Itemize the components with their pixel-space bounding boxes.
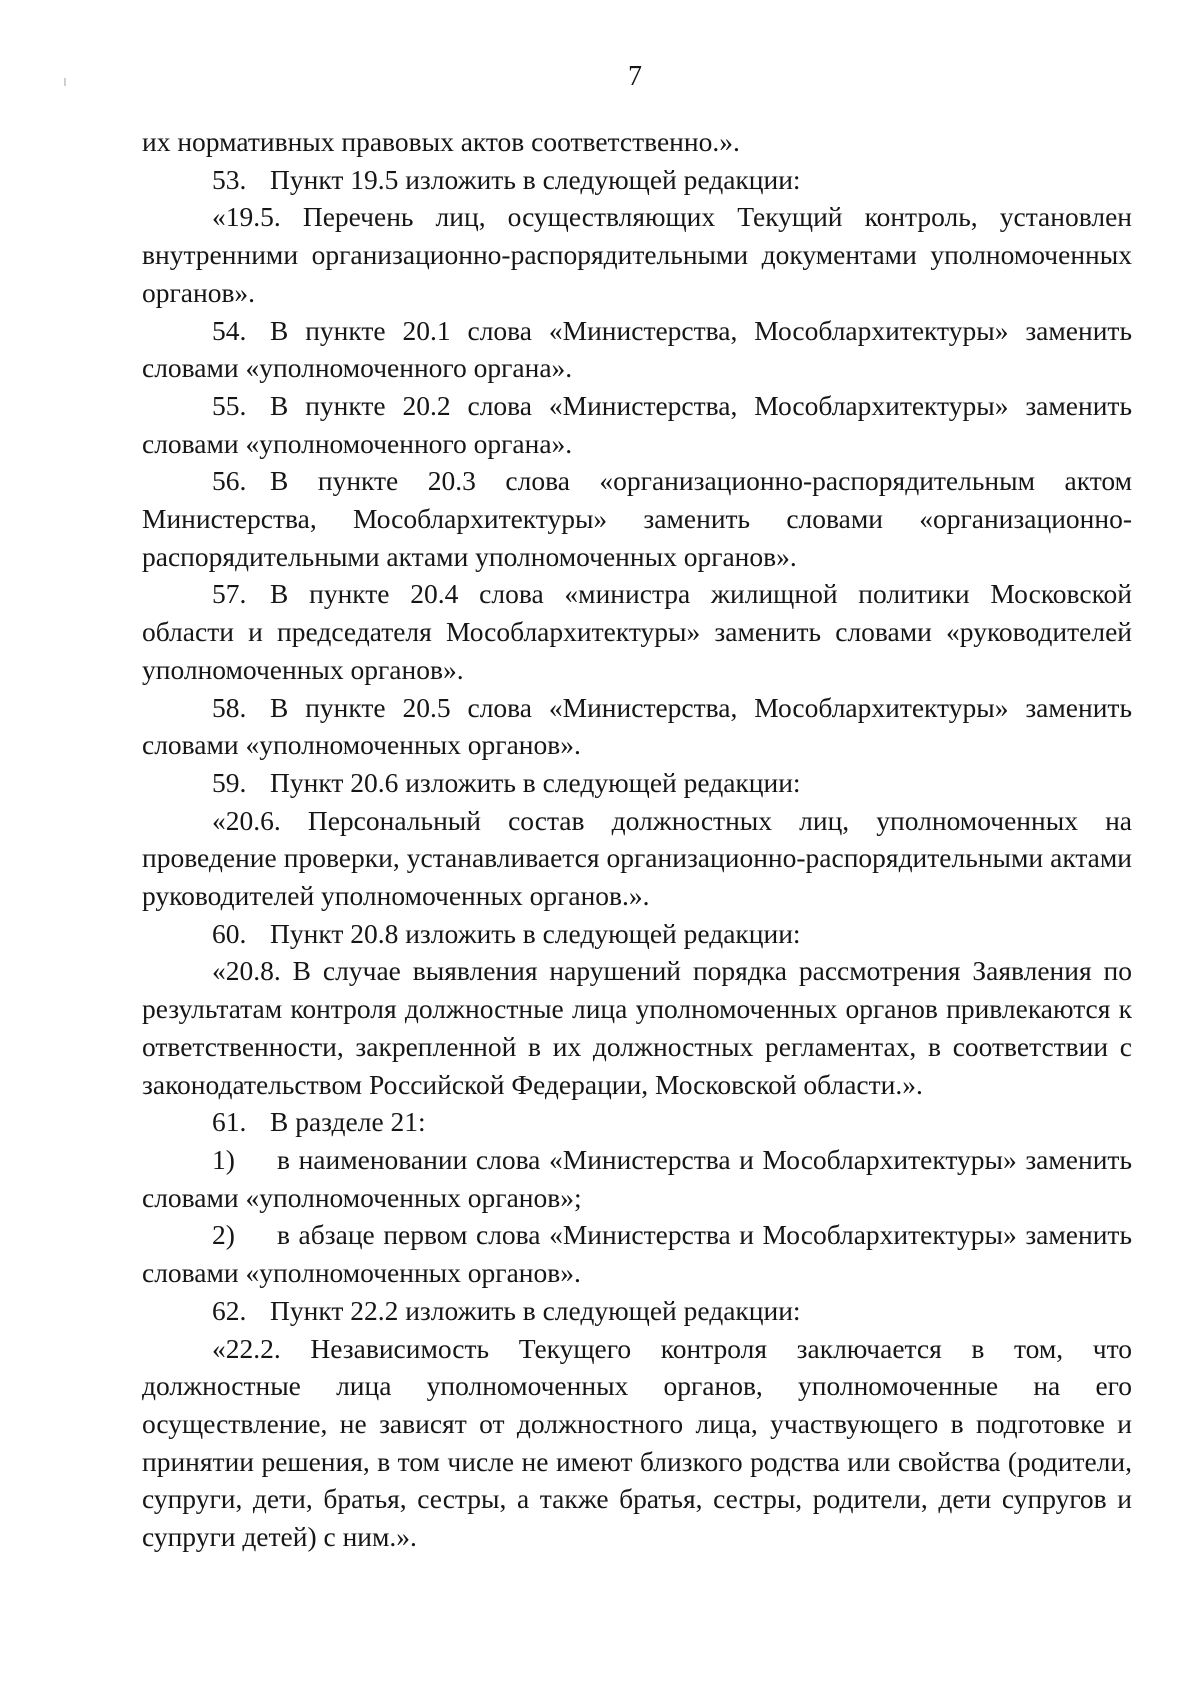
item-number: 53. <box>212 163 247 195</box>
paragraph-subitem-2 <box>142 1216 1132 1291</box>
paragraph-quote-19-5 <box>142 198 1132 311</box>
item-number: 59. <box>212 766 247 798</box>
item-number: 57. <box>212 578 247 610</box>
paragraph-item-53 <box>142 161 1132 199</box>
paragraph-item-58 <box>142 689 1132 764</box>
item-number: 60. <box>212 917 247 949</box>
item-number: 62. <box>212 1294 247 1326</box>
paragraph-text: В разделе 21: <box>270 1106 426 1138</box>
paragraph-text: в наименовании слова «Министерства и Мособлархитектуры» заменить словами «уполномоченных органов»; <box>142 1143 1132 1213</box>
item-number: 54. <box>212 314 247 346</box>
item-number: 2) <box>212 1219 235 1251</box>
paragraph-quote-22-2 <box>142 1330 1132 1556</box>
paragraph-text: Пункт 22.2 изложить в следующей редакции: <box>270 1294 801 1326</box>
paragraph-item-59 <box>142 764 1132 802</box>
paragraph-continuation <box>142 123 1132 161</box>
paragraph-text: В пункте 20.2 слова «Министерства, Мособлархитектуры» заменить словами «уполномоченного органа». <box>142 389 1132 459</box>
paragraph-text: «20.8. В случае выявления нарушений порядка рассмотрения Заявления по результатам контроля должностные лица уполномоченных органов привлекаются к ответственности, закрепленной в их должностных регламентах, в соответствии с законодательством Российской Федерации, Московской области.». <box>142 955 1132 1100</box>
item-number: 61. <box>212 1106 247 1138</box>
paragraph-text: В пункте 20.1 слова «Министерства, Мособлархитектуры» заменить словами «уполномоченного органа». <box>142 314 1132 384</box>
paragraph-text: Пункт 20.8 изложить в следующей редакции: <box>270 917 801 949</box>
item-number: 55. <box>212 389 247 421</box>
paragraph-item-61 <box>142 1103 1132 1141</box>
paragraph-text: их нормативных правовых актов соответственно.». <box>142 126 740 157</box>
paragraph-quote-20-8 <box>142 952 1132 1103</box>
item-number: 58. <box>212 691 247 723</box>
item-number: 1) <box>212 1143 235 1175</box>
paragraph-text: В пункте 20.5 слова «Министерства, Мособлархитектуры» заменить словами «уполномоченных органов». <box>142 691 1132 761</box>
paragraph-item-56 <box>142 462 1132 575</box>
paragraph-text: в абзаце первом слова «Министерства и Мособлархитектуры» заменить словами «уполномоченных органов». <box>142 1219 1132 1289</box>
paragraph-text: «22.2. Независимость Текущего контроля заключается в том, что должностные лица уполномоченных органов, уполномоченные на его осуществление, не зависят от должностного лица, участвующего в подготовке и принятии решения, в том числе не имеют близкого родства или свойства (родители, супруги, дети, братья, сестры, а также братья, сестры, родители, дети супругов и супруги детей) с ним.». <box>142 1332 1132 1553</box>
document-body <box>142 123 1132 1556</box>
paragraph-text: «19.5. Перечень лиц, осуществляющих Текущий контроль, установлен внутренними организационно-распорядительными документами уполномоченных органов». <box>142 201 1132 308</box>
paragraph-text: «20.6. Персональный состав должностных лиц, уполномоченных на проведение проверки, устанавливается организационно-распорядительными актами руководителей уполномоченных органов.». <box>142 804 1132 912</box>
paragraph-quote-20-6 <box>142 802 1132 915</box>
paragraph-text: Пункт 20.6 изложить в следующей редакции: <box>270 766 801 798</box>
item-number: 56. <box>212 465 247 497</box>
paragraph-item-62 <box>142 1292 1132 1330</box>
paragraph-item-54 <box>142 312 1132 387</box>
paragraph-item-55 <box>142 387 1132 462</box>
paragraph-subitem-1 <box>142 1141 1132 1216</box>
paragraph-text: В пункте 20.4 слова «министра жилищной политики Московской области и председателя Мособлархитектуры» заменить словами «руководителей уполномоченных органов». <box>142 578 1132 685</box>
page-number: 7 <box>628 61 642 92</box>
paragraph-item-60 <box>142 915 1132 953</box>
paragraph-text: Пункт 19.5 изложить в следующей редакции: <box>270 163 801 195</box>
paragraph-item-57 <box>142 575 1132 688</box>
paragraph-text: В пункте 20.3 слова «организационно-распорядительным актом Министерства, Мособлархитектуры» заменить словами «организационно-распорядительными актами уполномоченных органов». <box>142 465 1132 572</box>
